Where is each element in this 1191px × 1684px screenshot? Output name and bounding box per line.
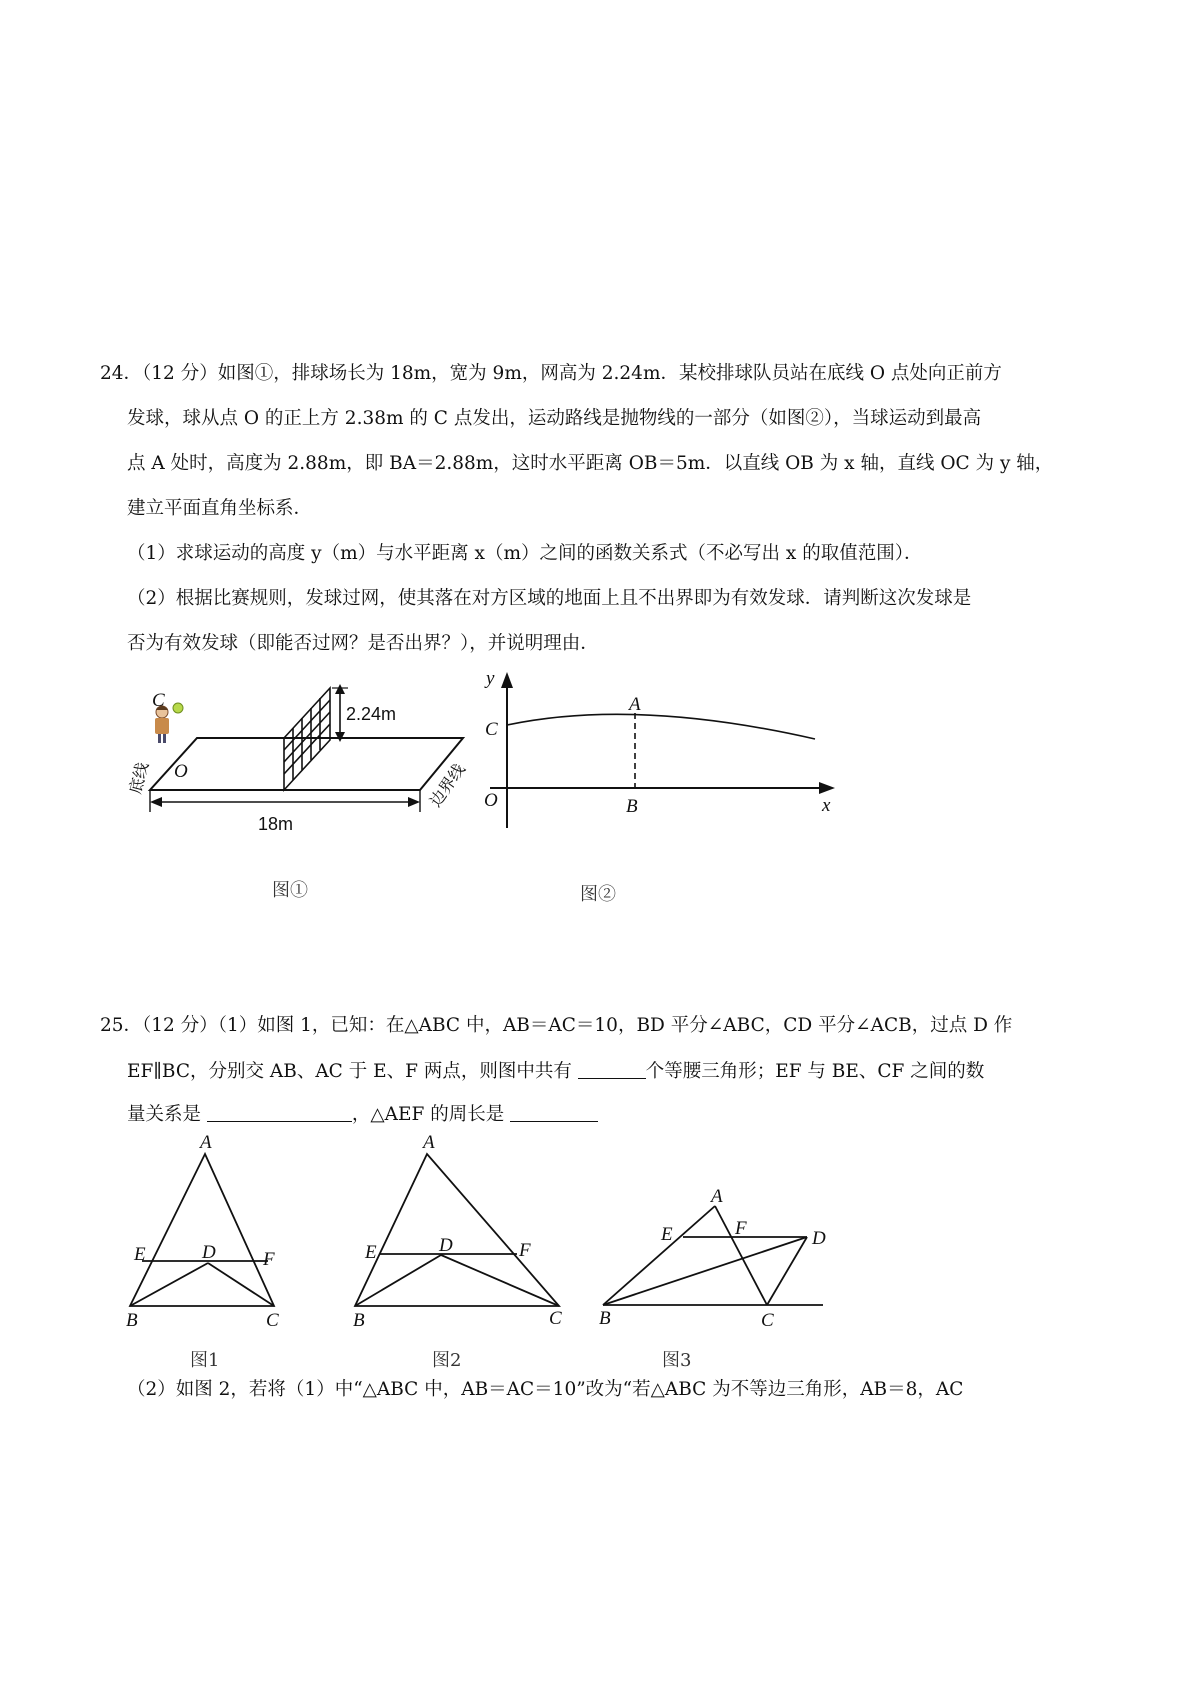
q24-line-2: 发球，球从点 O 的正上方 2.38m 的 C 点发出，运动路线是抛物线的一部分（如图②），当球运动到最高 bbox=[127, 408, 982, 429]
point-c-label: C bbox=[152, 690, 165, 711]
answer-blank-1[interactable] bbox=[578, 1062, 646, 1079]
q24-line-5: （1）求球运动的高度 y（m）与水平距离 x（m）之间的函数关系式（不必写出 x 的取值范围）． bbox=[127, 543, 923, 564]
q24-line-7: 否为有效发球（即能否过网？是否出界？），并说明理由． bbox=[127, 633, 599, 654]
fig3-label-c: C bbox=[761, 1310, 774, 1331]
origin-label: O bbox=[484, 790, 498, 811]
fig1-label-b: B bbox=[126, 1310, 138, 1331]
fig1-label-e: E bbox=[134, 1244, 146, 1265]
q25-figure-2-caption: 图2 bbox=[432, 1350, 462, 1371]
q25-figure-1 bbox=[120, 1130, 290, 1330]
q25-figure-2 bbox=[345, 1130, 575, 1330]
q25-figure-3-caption: 图3 bbox=[662, 1350, 692, 1371]
parabola-curve bbox=[507, 714, 815, 739]
y-axis-label: y bbox=[486, 668, 495, 689]
x-axis-label: x bbox=[822, 795, 831, 816]
fig2-label-a: A bbox=[423, 1132, 435, 1153]
length-label: 18m bbox=[258, 814, 294, 834]
fig1-label-f: F bbox=[263, 1249, 275, 1270]
figure-1-caption: 图① bbox=[272, 880, 308, 901]
q24-line-1: 24．（12 分）如图①，排球场长为 18m，宽为 9m，网高为 2.24m．某校排球队员站在底线 O 点处向正前方 bbox=[100, 363, 1002, 384]
point-a-label: A bbox=[629, 694, 641, 715]
q25-line-2a: EF∥BC，分别交 AB、AC 于 E、F 两点，则图中共有 bbox=[127, 1061, 578, 1082]
fig2-label-f: F bbox=[519, 1240, 531, 1261]
fig3-label-f: F bbox=[735, 1218, 747, 1239]
ball-icon bbox=[173, 703, 183, 713]
court-outline bbox=[150, 738, 463, 790]
fig2-label-b: B bbox=[353, 1310, 365, 1331]
fig3-label-a: A bbox=[711, 1186, 723, 1207]
answer-blank-2[interactable] bbox=[207, 1105, 352, 1122]
fig1-label-d: D bbox=[202, 1242, 216, 1263]
fig2-label-e: E bbox=[365, 1242, 377, 1263]
q25-line-3 bbox=[127, 1105, 598, 1125]
figure-1-volleyball-court bbox=[110, 680, 490, 840]
fig1-label-a: A bbox=[200, 1132, 212, 1153]
q25-line-1: 25．（12 分）（1）如图 1，已知：在△ABC 中，AB＝AC＝10，BD 平分∠ABC，CD 平分∠ACB，过点 D 作 bbox=[100, 1015, 1013, 1036]
point-c-label: C bbox=[485, 719, 498, 740]
fig3-label-e: E bbox=[661, 1224, 673, 1245]
figure-2-caption: 图② bbox=[580, 884, 616, 905]
q25-line-3b: ，△AEF 的周长是 bbox=[351, 1104, 511, 1125]
q25-figure-1-caption: 图1 bbox=[190, 1350, 220, 1371]
fig2-label-c: C bbox=[549, 1308, 562, 1329]
baseline-label: 底线 bbox=[125, 760, 153, 797]
player-icon bbox=[155, 706, 169, 743]
q25-figure-3 bbox=[595, 1180, 835, 1330]
point-b-label: B bbox=[626, 796, 638, 817]
fig2-label-d: D bbox=[439, 1235, 453, 1256]
net-height-label: 2.24m bbox=[346, 704, 397, 724]
q25-line-2 bbox=[127, 1062, 984, 1082]
q24-line-6: （2）根据比赛规则，发球过网，使其落在对方区域的地面上且不出界即为有效发球．请判断这次发球是 bbox=[127, 588, 972, 609]
q25-line-3a: 量关系是 bbox=[127, 1104, 207, 1125]
sideline-label: 边界线 bbox=[425, 760, 469, 811]
figure-2-parabola-graph bbox=[480, 668, 840, 838]
fig3-label-b: B bbox=[599, 1308, 611, 1329]
point-o-label: O bbox=[174, 761, 188, 782]
fig3-label-d: D bbox=[812, 1228, 826, 1249]
q24-line-4: 建立平面直角坐标系． bbox=[127, 498, 313, 519]
q25-line-2b: 个等腰三角形；EF 与 BE、CF 之间的数 bbox=[645, 1061, 985, 1082]
fig1-label-c: C bbox=[266, 1310, 279, 1331]
q25-line-4: （2）如图 2，若将（1）中“△ABC 中，AB＝AC＝10”改为“若△ABC 为不等边三角形，AB＝8，AC bbox=[127, 1379, 964, 1400]
answer-blank-3[interactable] bbox=[510, 1105, 598, 1122]
q24-line-3: 点 A 处时，高度为 2.88m，即 BA＝2.88m，这时水平距离 OB＝5m．以直线 OB 为 x 轴，直线 OC 为 y 轴， bbox=[127, 453, 1054, 474]
